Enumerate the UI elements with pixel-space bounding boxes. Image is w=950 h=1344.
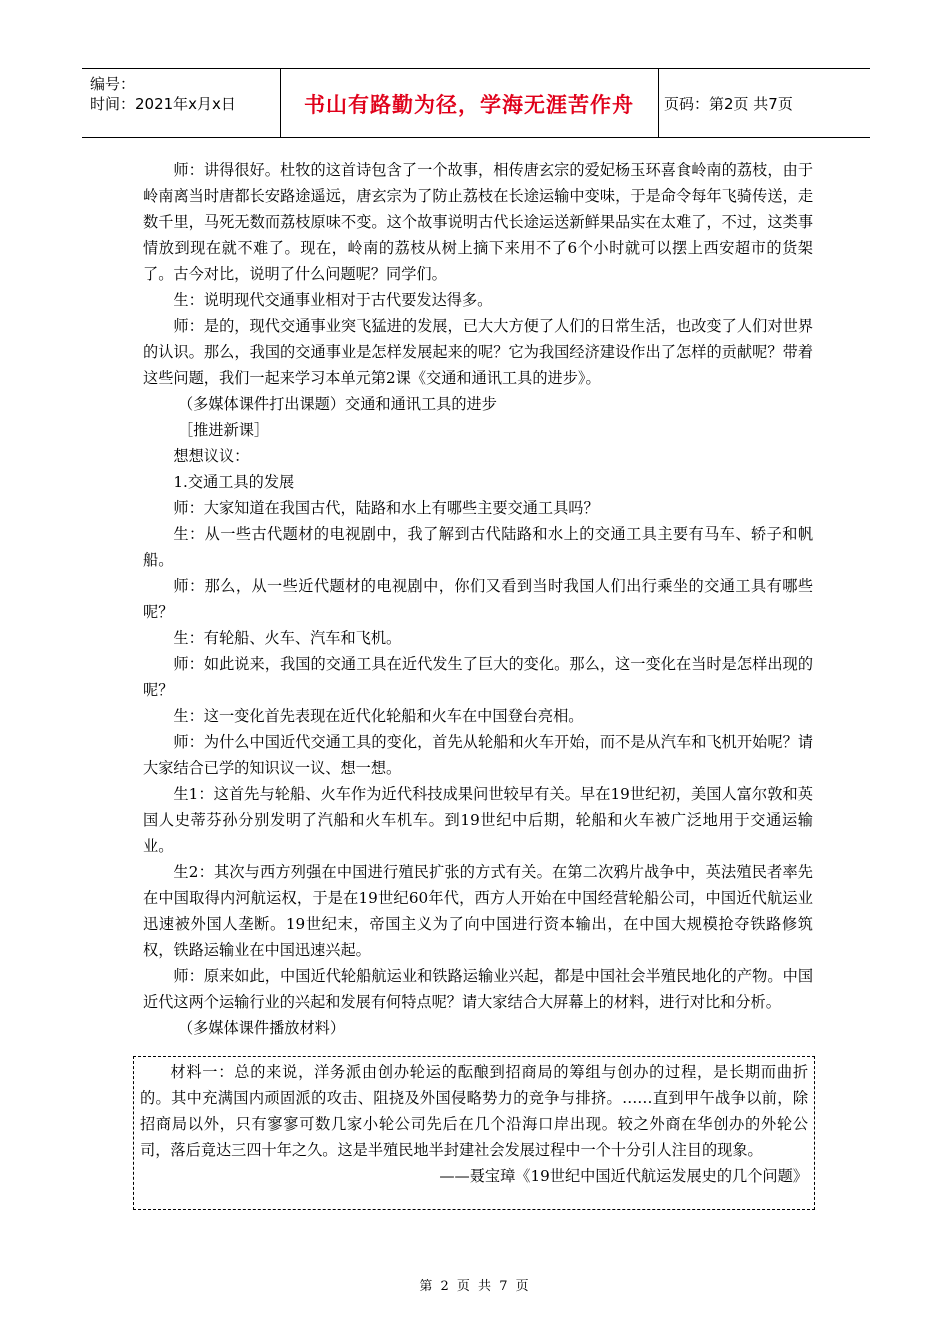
number-label: 编号：	[90, 75, 136, 93]
page-code: 页码：第2页 共7页	[664, 95, 793, 113]
date-label: 时间：2021年x月x日	[90, 95, 236, 113]
media-note: （多媒体课件播放材料）	[177, 1019, 346, 1037]
page-footer: 第 2 页 共 7 页	[419, 1279, 531, 1294]
material-source: ——聂宝璋《19世纪中国近代航运发展史的几个问题》	[439, 1167, 808, 1185]
page-header	[82, 68, 870, 138]
paragraph: 师：如此说来，我国的交通工具在近代发生了巨大的变化。那么，这一变化在当时是怎样出现的呢？	[143, 655, 813, 699]
paragraph: 师：大家知道在我国古代，陆路和水上有哪些主要交通工具吗？	[173, 499, 599, 517]
header-page-cell	[658, 69, 870, 137]
motto: 书山有路勤为径，学海无涯苦作舟	[304, 93, 634, 117]
header-motto-cell	[280, 69, 659, 137]
paragraph: 师：讲得很好。杜牧的这首诗包含了一个故事，相传唐玄宗的爱妃杨玉环喜食岭南的荔枝，由于岭南离当时唐都长安路途遥远，唐玄宗为了防止荔枝在长途运输中变味，于是命令每年飞骑传送，走数千里，马死无数而荔枝原味不变。这个故事说明古代长途运送新鲜果品实在太难了，不过，这类事情放到现在就不难了。现在，岭南的荔枝从树上摘下来用不了6个小时就可以摆上西安超市的货架了。古今对比，说明了什么问题呢？同学们。	[143, 161, 813, 283]
subsection-heading: 1.交通工具的发展	[173, 473, 295, 491]
material-text: 材料一：总的来说，洋务派由创办轮运的酝酿到招商局的筹组与创办的过程，是长期而曲折的。其中充满国内顽固派的攻击、阻挠及外国侵略势力的竞争与排挤。……直到甲午战争以前，除招商局以外，只有寥寥可数几家小轮公司先后在几个沿海口岸出现。较之外商在华创办的外轮公司，落后竟达三四十年之久。这是半殖民地半封建社会发展过程中一个十分引人注目的现象。	[140, 1063, 808, 1159]
material-box	[133, 1056, 815, 1210]
paragraph: 生2：其次与西方列强在中国进行殖民扩张的方式有关。在第二次鸦片战争中，英法殖民者率先在中国取得内河航运权，于是在19世纪60年代，西方人开始在中国经营轮船公司，中国近代航运业迅速被外国人垄断。19世纪末，帝国主义为了向中国进行资本输出，在中国大规模抢夺铁路修筑权，铁路运输业在中国迅速兴起。	[143, 863, 813, 959]
lesson-title: （多媒体课件打出课题）交通和通讯工具的进步	[177, 395, 497, 413]
paragraph: 生：这一变化首先表现在近代化轮船和火车在中国登台亮相。	[173, 707, 584, 725]
paragraph: 师：为什么中国近代交通工具的变化，首先从轮船和火车开始，而不是从汽车和飞机开始呢？请大家结合已学的知识议一议、想一想。	[143, 733, 813, 777]
paragraph: 想想议议：	[173, 447, 250, 465]
paragraph: 师：是的，现代交通事业突飞猛进的发展，已大大方便了人们的日常生活，也改变了人们对世界的认识。那么，我国的交通事业是怎样发展起来的呢？它为我国经济建设作出了怎样的贡献呢？带着这些问题，我们一起来学习本单元第2课《交通和通讯工具的进步》。	[143, 317, 813, 387]
document-body	[143, 157, 813, 1041]
paragraph: 生1：这首先与轮船、火车作为近代科技成果问世较早有关。早在19世纪初，美国人富尔敦和英国人史蒂芬孙分别发明了汽船和火车机车。到19世纪中后期，轮船和火车被广泛地用于交通运输业。	[143, 785, 813, 855]
header-meta-cell	[82, 69, 281, 137]
paragraph: 生：从一些古代题材的电视剧中，我了解到古代陆路和水上的交通工具主要有马车、轿子和帆船。	[143, 525, 813, 569]
paragraph: 师：原来如此，中国近代轮船航运业和铁路运输业兴起，都是中国社会半殖民地化的产物。中国近代这两个运输行业的兴起和发展有何特点呢？请大家结合大屏幕上的材料，进行对比和分析。	[143, 967, 813, 1011]
section-heading: ［推进新课］	[177, 421, 270, 439]
paragraph: 生：有轮船、火车、汽车和飞机。	[173, 629, 402, 647]
paragraph: 生：说明现代交通事业相对于古代要发达得多。	[173, 291, 493, 309]
paragraph: 师：那么，从一些近代题材的电视剧中，你们又看到当时我国人们出行乘坐的交通工具有哪些呢？	[143, 577, 813, 621]
